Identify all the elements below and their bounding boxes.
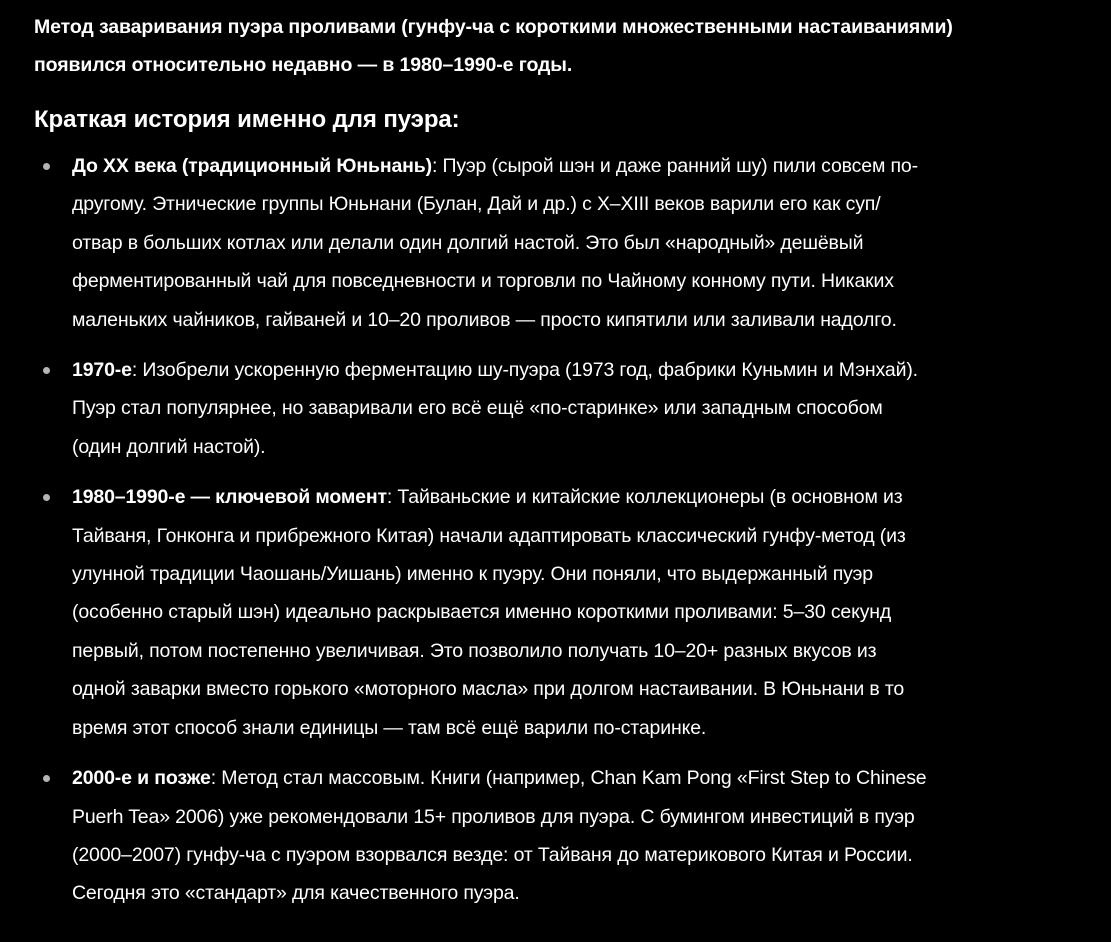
item-lead: До XX века (традиционный Юньнань) [72, 155, 432, 177]
item-text-line: Сегодня это «стандарт» для качественного пуэра. [72, 882, 520, 905]
bullet-dot [43, 775, 50, 782]
item-text-line: ферментированный чай для повседневности и торговли по Чайному конному пути. Никаких [72, 270, 894, 293]
bullet-dot [43, 163, 50, 170]
intro-line-2: появился относительно недавно — в 1980–1990-е годы. [34, 54, 573, 76]
item-text-line: другому. Этнические группы Юньнани (Булан, Дай и др.) с X–XIII веков варили его как суп/ [72, 193, 881, 216]
item-text-line: маленьких чайников, гайваней и 10–20 проливов — просто кипятили или заливали надолго. [72, 308, 897, 331]
item-text-line: (особенно старый шэн) идеально раскрывается именно короткими проливами: 5–30 секунд [72, 601, 892, 624]
list-item [34, 351, 1085, 466]
item-lead: 1970-е [72, 359, 132, 382]
item-text-line: (2000–2007) гунфу-ча с пуэром взорвался везде: от Тайваня до материкового Китая и России. [72, 843, 913, 866]
bullet-dot [43, 367, 50, 374]
item-lead: 2000-е и позже [72, 767, 211, 790]
item-text-line: улунной традиции Чаошань/Уишань) именно к пуэру. Они поняли, что выдержанный пуэр [72, 563, 874, 586]
item-text-line: : Пуэр (сырой шэн и даже ранний шу) пили совсем по- [431, 155, 918, 177]
bullet-dot [43, 494, 50, 501]
section-heading: Краткая история именно для пуэра: [34, 106, 460, 133]
intro-line-1: Метод заваривания пуэра проливами (гунфу-ча с короткими множественными настаиваниями) [34, 16, 953, 38]
item-text-line: Puerh Tea» 2006) уже рекомендовали 15+ проливов для пуэра. С бумингом инвестиций в пуэр [72, 805, 915, 828]
item-text-line: отвар в больших котлах или делали один долгий настой. Это был «народный» дешёвый [72, 231, 864, 254]
history-list [34, 147, 1085, 913]
item-text-line: : Метод стал массовым. Книги (например, Chan Kam Pong «First Step to Chinese [210, 767, 927, 790]
item-text-line: Пуэр стал популярнее, но заваривали его всё ещё «по-старинке» или западным способом [72, 397, 883, 420]
item-text-line: : Тайваньские и китайские коллекционеры (в основном из [386, 486, 903, 509]
item-text-line: время этот способ знали единицы — там всё ещё варили по-старинке. [72, 716, 707, 739]
item-text-line: Тайваня, Гонконга и прибрежного Китая) начали адаптировать классический гунфу-метод (из [72, 524, 906, 547]
list-item [34, 147, 1085, 339]
item-text-line: (один долгий настой). [72, 435, 266, 458]
list-item [34, 759, 1085, 913]
item-text-line: : Изобрели ускоренную ферментацию шу-пуэра (1973 год, фабрики Куньмин и Мэнхай). [131, 359, 918, 382]
item-lead: 1980–1990-е — ключевой момент [72, 486, 387, 509]
item-text-line: одной заварки вместо горького «моторного масла» при долгом настаивании. В Юньнани в то [72, 678, 905, 701]
intro-paragraph [34, 8, 1085, 84]
item-text-line: первый, потом постепенно увеличивая. Это позволило получать 10–20+ разных вкусов из [72, 639, 877, 662]
list-item [34, 478, 1085, 747]
